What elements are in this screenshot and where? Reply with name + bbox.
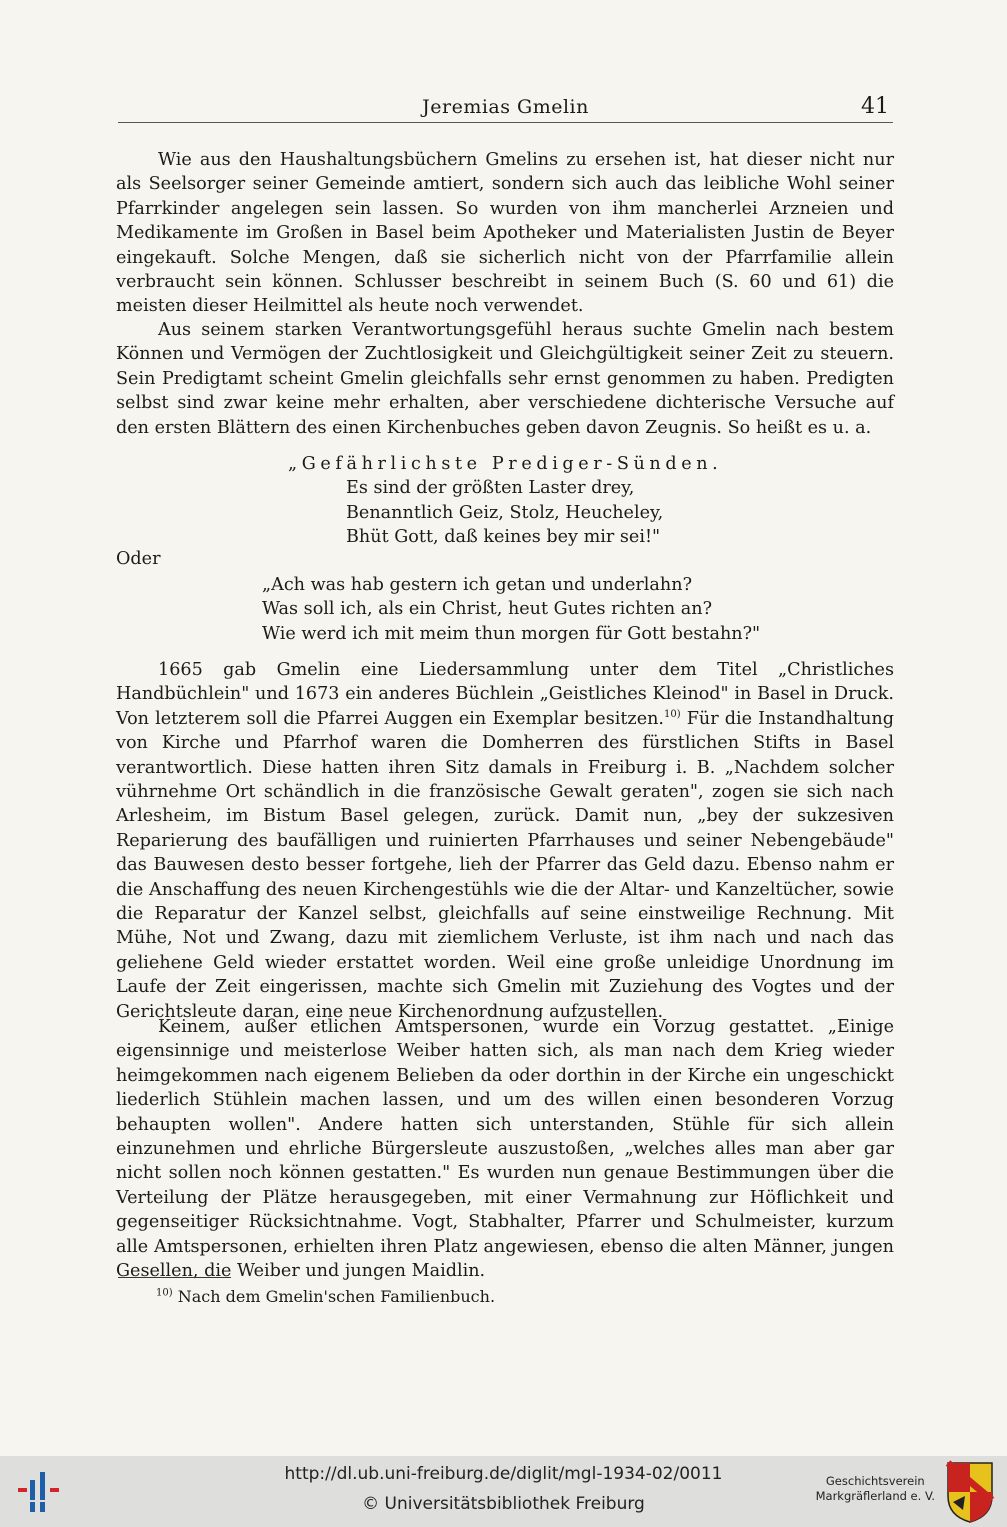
- poem-gestern: [262, 573, 760, 646]
- poem-line: Bhüt Gott, daß keines bey mir sei!": [346, 527, 661, 548]
- copyright-notice: © Universitätsbibliothek Freiburg: [362, 1494, 645, 1514]
- poem-line: Benanntlich Geiz, Stolz, Heucheley,: [346, 502, 664, 523]
- society-name-line-1: Geschichtsverein: [825, 1474, 925, 1488]
- footnote-text: Nach dem Gmelin'schen Familienbuch.: [172, 1287, 496, 1306]
- footnote: [156, 1287, 495, 1306]
- footnote-marker: 10): [156, 1287, 173, 1299]
- footnote-rule: [118, 1277, 231, 1278]
- paragraph-4: Keinem, außer etlichen Amtspersonen, wurde ein Vorzug gestattet. „Einige eigensinnige und meisterlose Weiber hatten sich, als man nach dem Krieg wieder heimgekommen nach eigenem Belieben da oder dorthin in der Kirche ein ungeschickt liederlich Stühlein machen lassen, und um des willen einen besonderen Vorzug behaupten wollen". Andere hatten sich unterstanden, Stühle für sich allein einzunehmen und ehrliche Bürgersleute auszustoßen, „welches alles man aber gar nicht sollen noch können gestatten." Es wurden nun genaue Bestimmungen über die Verteilung der Plätze herausgegeben, mit einer Vermahnung zur Höflichkeit und gegenseitiger Rücksichtnahme. Vogt, Stabhalter, Pfarrer und Schulmeister, kurzum alle Amtspersonen, erhielten ihren Platz angewiesen, ebenso die alten Männer, jungen Gesellen, die Weiber und jungen Maidlin.: [116, 1017, 894, 1282]
- oder-label: Oder: [116, 549, 161, 569]
- paragraph-3-part-1: 1665 gab Gmelin eine Liedersammlung unter dem Titel „Christliches Handbüchlein" und 1673 ein anderes Büchlein „Geistliches Kleinod" in Basel in Druck. Von letzterem soll die Pfarrei Auggen ein Exemplar besitzen.: [116, 660, 894, 729]
- document-url-link[interactable]: http://dl.ub.uni-freiburg.de/diglit/mgl-1934-02/0011: [284, 1464, 723, 1484]
- running-title: Jeremias Gmelin: [422, 96, 589, 118]
- running-head: [118, 88, 893, 122]
- poem-line: Es sind der größten Laster drey,: [346, 478, 635, 499]
- paragraph-3: [116, 658, 894, 1024]
- paragraph-2: Aus seinem starken Verantwortungsgefühl heraus suchte Gmelin nach bestem Können und Vermögen der Zuchtlosigkeit und Gleichgültigkeit seiner Zeit zu steuern. Sein Predigtamt scheint Gmelin gleichfalls sehr ernst genommen zu haben. Predigten selbst sind zwar keine mehr erhalten, aber verschiedene dichterische Versuche auf den ersten Blättern des einen Kirchenbuches geben davon Zeugnis. So heißt es u. a.: [116, 320, 894, 438]
- society-name-line-2: Markgräflerland e. V.: [815, 1489, 935, 1503]
- paragraph-3-part-2: Für die Instandhaltung von Kirche und Pfarrhof waren die Domherren des fürstlichen Stifts in Basel verantwortlich. Diese hatten ihren Sitz damals in Freiburg i. B. „Nachdem solcher vührnehme Ort schändlich in die französische Gewalt geraten", zogen sie sich nach Arlesheim, im Bistum Basel gelegen, zurück. Damit nun, „bey der sukzesiven Reparierung des baufälligen und ruinierten Pfarrhauses und seiner Nebengebäude" das Bauwesen desto besser fortgehe, lieh der Pfarrer das Geld dazu. Ebenso nahm er die Anschaffung des neuen Kirchengestühls wie die der Altar- und Kanzeltücher, sowie die Reparatur der Kanzel selbst, gleichfalls auf seine einstweilige Rechnung. Mit Mühe, Not und Zwang, dazu mit ziemlichem Verluste, ist ihm nach und nach das geliehene Geld wieder erstattet worden. Weil eine große unleidige Unordnung im Laufe der Zeit eingerissen, machte sich Gmelin mit Zuziehung des Vogtes und der Gerichtsleute daran, eine neue Kirchenordnung aufzustellen.: [116, 708, 894, 1022]
- paragraph-1: Wie aus den Haushaltungsbüchern Gmelins zu ersehen ist, hat dieser nicht nur als Seelsorger seiner Gemeinde amtiert, sondern sich auch das leibliche Wohl seiner Pfarrkinder angelegen sein lassen. So wurden von ihm mancherlei Arzneien und Medikamente im Großen in Basel beim Apotheker und Materialisten Justin de Beyer eingekauft. Solche Mengen, daß sie sicherlich nicht von der Pfarrfamilie allein verbraucht sein können. Schlusser beschreibt in seinem Buch (S. 60 und 61) die meisten dieser Heilmittel als heute noch verwendet.: [116, 150, 894, 317]
- footnote-reference: 10): [664, 708, 681, 720]
- society-name: [816, 1474, 935, 1504]
- coat-of-arms-icon[interactable]: [945, 1460, 995, 1524]
- poem-line: Was soll ich, als ein Christ, heut Gutes richten an?: [262, 599, 713, 620]
- poem-line: Wie werd ich mit meim thun morgen für Gott bestahn?": [262, 623, 761, 644]
- poem-title: „Gefährlichste Prediger-Sünden.: [288, 454, 723, 474]
- page-number: 41: [861, 94, 889, 119]
- header-rule: [118, 122, 893, 123]
- viewer-footer: [0, 1456, 1007, 1527]
- poem-line: „Ach was hab gestern ich getan und underlahn?: [262, 575, 692, 595]
- poem-prediger-suenden: [288, 452, 722, 550]
